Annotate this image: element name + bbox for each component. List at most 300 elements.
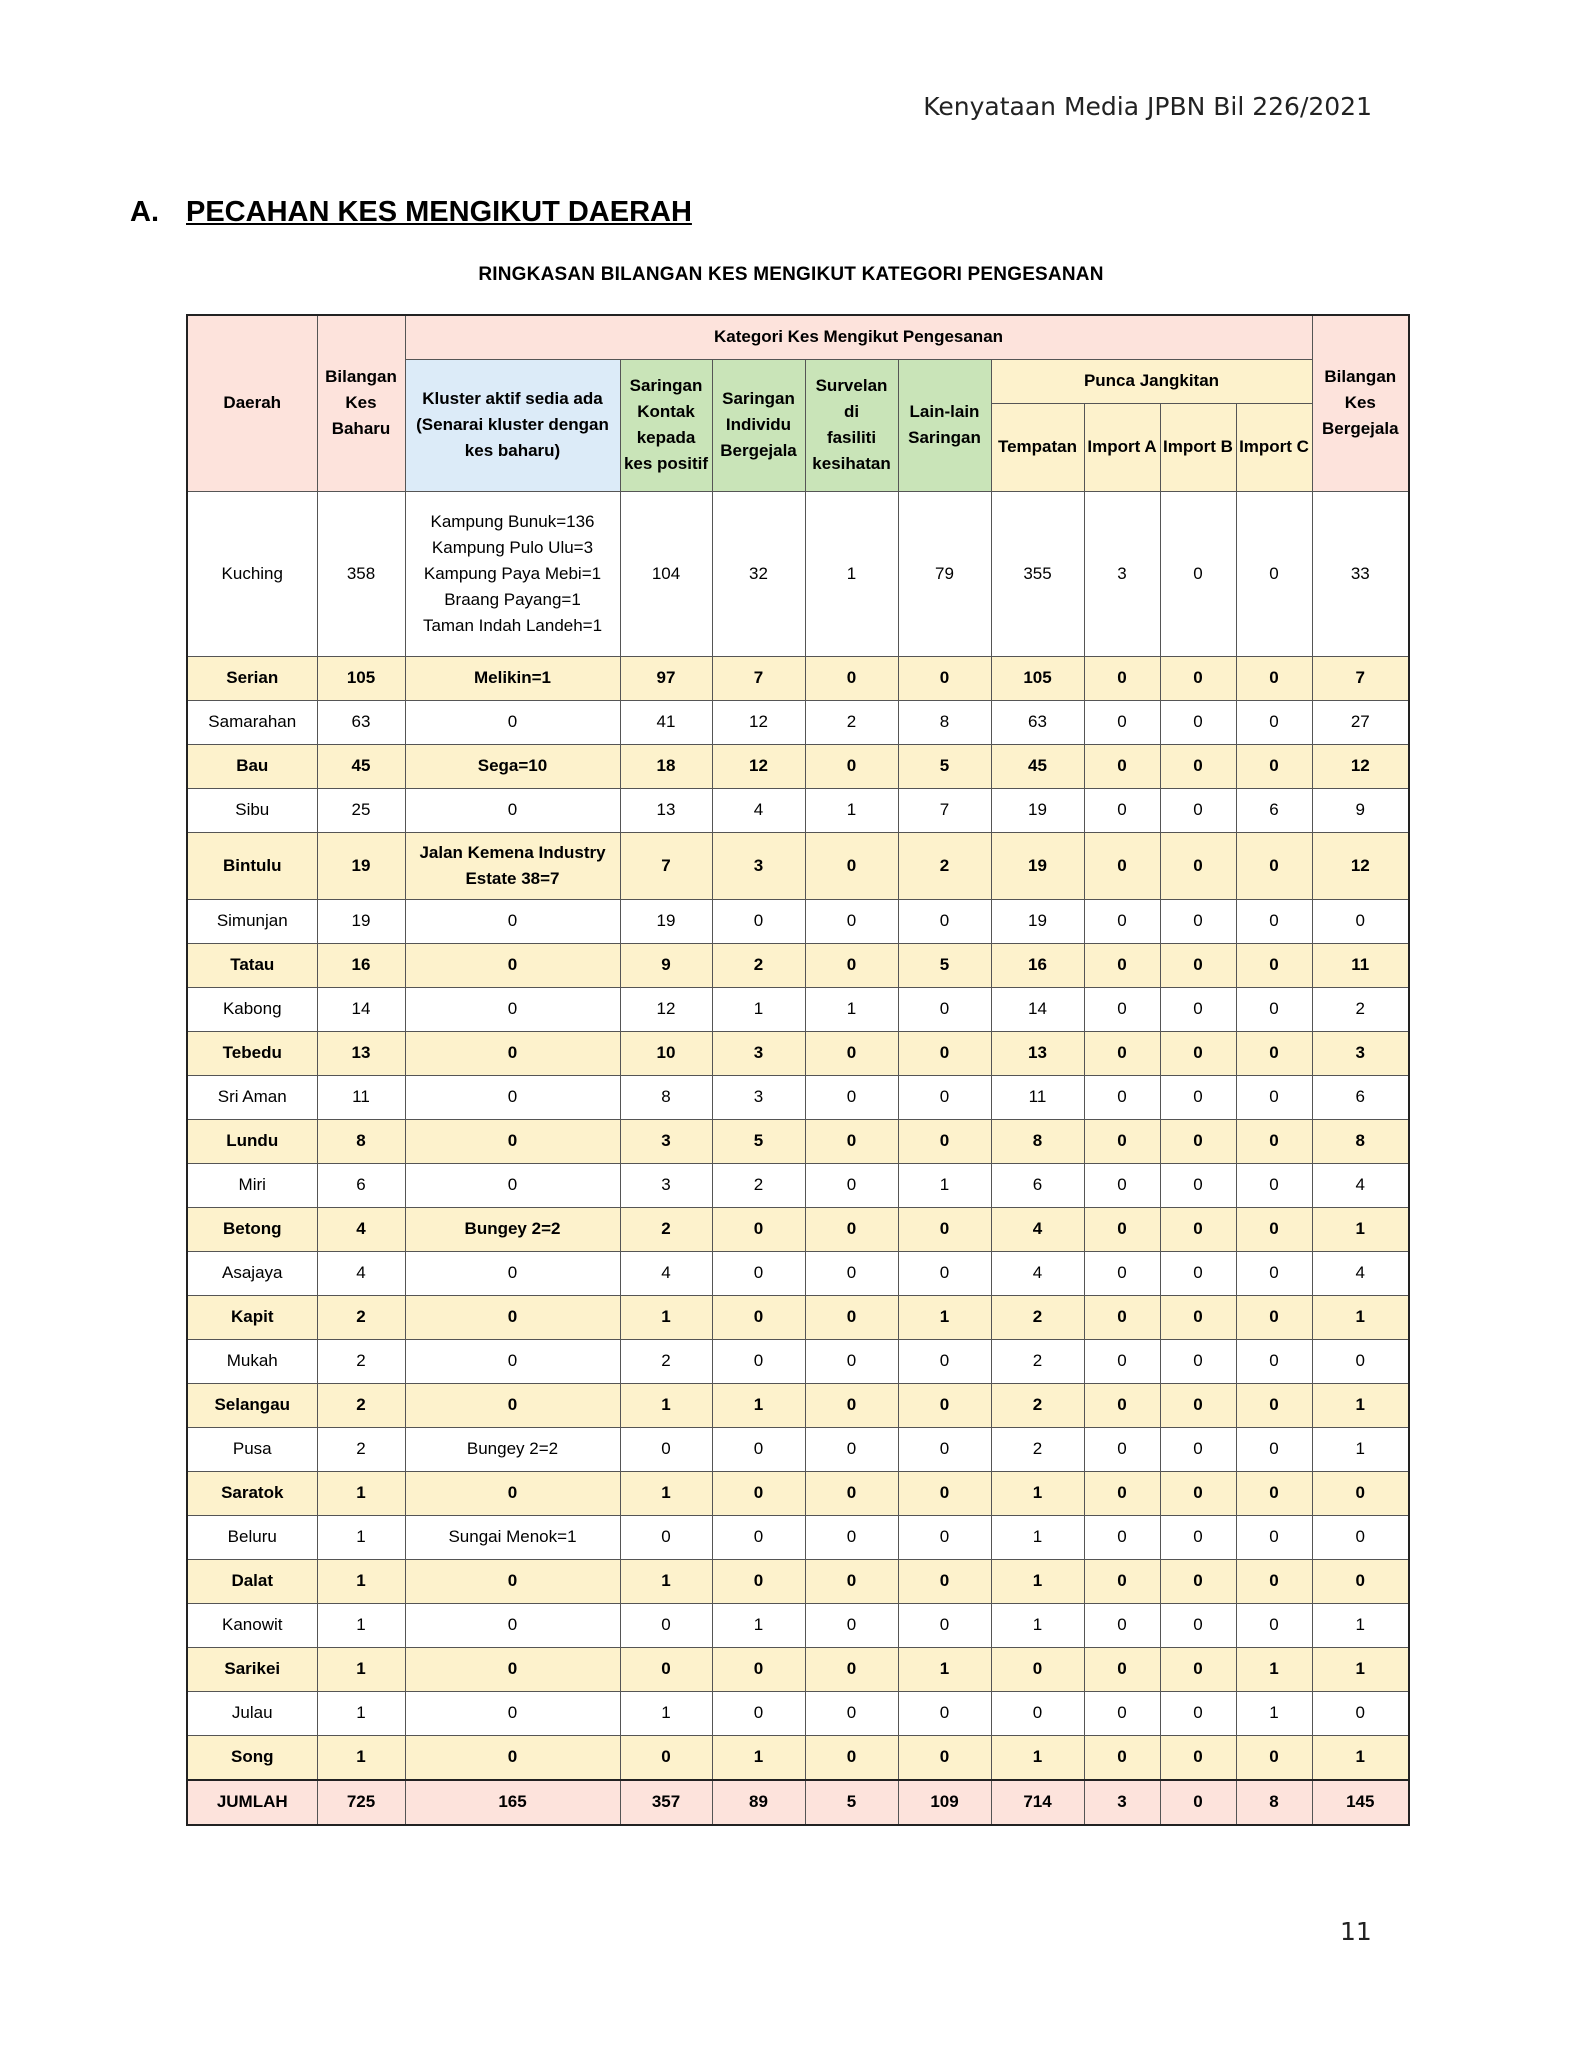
- cluster-cell: 0: [405, 1647, 620, 1691]
- cluster-cell: 0: [405, 700, 620, 744]
- table-cell: 1: [317, 1735, 405, 1780]
- table-cell: 0: [1160, 1031, 1236, 1075]
- table-row: [187, 1471, 1409, 1515]
- table-cell: 0: [1160, 491, 1236, 656]
- table-cell: 12: [1312, 744, 1409, 788]
- table-cell: 0: [805, 1207, 898, 1251]
- table-row: [187, 491, 1409, 656]
- table-cell: 1: [712, 1383, 805, 1427]
- table-cell: 0: [1160, 1251, 1236, 1295]
- table-cell: 2: [712, 943, 805, 987]
- cluster-cell: 0: [405, 1691, 620, 1735]
- table-cell: 0: [898, 1383, 991, 1427]
- header-daerah: Daerah: [187, 315, 317, 491]
- cluster-cell: 0: [405, 943, 620, 987]
- table-cell: 1: [991, 1735, 1084, 1780]
- table-cell: 0: [898, 1031, 991, 1075]
- table-cell: 0: [712, 1647, 805, 1691]
- district-name-cell: Julau: [187, 1691, 317, 1735]
- district-name-cell: Serian: [187, 656, 317, 700]
- table-cell: 0: [1160, 1075, 1236, 1119]
- table-cell: 0: [1084, 788, 1160, 832]
- table-cell: 19: [317, 832, 405, 899]
- table-cell: 0: [1084, 1251, 1160, 1295]
- district-name-cell: Song: [187, 1735, 317, 1780]
- table-cell: 0: [1236, 1339, 1312, 1383]
- table-title: RINGKASAN BILANGAN KES MENGIKUT KATEGORI PENGESANAN: [478, 264, 1104, 285]
- table-cell: 6: [991, 1163, 1084, 1207]
- table-cell: 0: [1160, 1603, 1236, 1647]
- table-cell: 63: [317, 700, 405, 744]
- district-name-cell: Asajaya: [187, 1251, 317, 1295]
- district-name-cell: Kapit: [187, 1295, 317, 1339]
- header-kluster: Kluster aktif sedia ada (Senarai kluster dengan kes baharu): [405, 359, 620, 491]
- table-cell: 355: [991, 491, 1084, 656]
- table-cell: 12: [620, 987, 712, 1031]
- cluster-cell: 0: [405, 1251, 620, 1295]
- district-name-cell: Sarikei: [187, 1647, 317, 1691]
- table-row: [187, 1383, 1409, 1427]
- district-name-cell: Lundu: [187, 1119, 317, 1163]
- table-cell: 1: [1312, 1427, 1409, 1471]
- total-cell: 109: [898, 1780, 991, 1825]
- table-cell: 9: [620, 943, 712, 987]
- table-cell: 0: [1236, 1119, 1312, 1163]
- table-row: [187, 1735, 1409, 1780]
- table-cell: 14: [317, 987, 405, 1031]
- table-cell: 0: [1236, 700, 1312, 744]
- cluster-cell: 0: [405, 1031, 620, 1075]
- table-cell: 0: [1084, 1383, 1160, 1427]
- total-row: [187, 1780, 1409, 1825]
- table-cell: 0: [1312, 1471, 1409, 1515]
- table-cell: 7: [1312, 656, 1409, 700]
- table-cell: 0: [805, 1119, 898, 1163]
- table-cell: 2: [712, 1163, 805, 1207]
- header-tempatan: Tempatan: [991, 403, 1084, 491]
- table-cell: 4: [317, 1251, 405, 1295]
- table-cell: 0: [898, 1075, 991, 1119]
- table-cell: 105: [991, 656, 1084, 700]
- cluster-cell: 0: [405, 1119, 620, 1163]
- table-cell: 5: [712, 1119, 805, 1163]
- table-cell: 13: [991, 1031, 1084, 1075]
- table-cell: 0: [1084, 899, 1160, 943]
- table-cell: 13: [317, 1031, 405, 1075]
- header-kategori-group: Kategori Kes Mengikut Pengesanan: [405, 315, 1312, 359]
- table-cell: 1: [620, 1691, 712, 1735]
- table-cell: 0: [805, 1383, 898, 1427]
- table-cell: 0: [1160, 1207, 1236, 1251]
- district-name-cell: Betong: [187, 1207, 317, 1251]
- table-cell: 0: [1236, 744, 1312, 788]
- table-cell: 0: [1236, 1603, 1312, 1647]
- table-cell: 0: [805, 1295, 898, 1339]
- table-cell: 0: [1084, 1075, 1160, 1119]
- table-cell: 0: [1236, 943, 1312, 987]
- table-cell: 12: [712, 700, 805, 744]
- table-cell: 0: [805, 1427, 898, 1471]
- table-cell: 0: [1160, 832, 1236, 899]
- table-cell: 0: [712, 899, 805, 943]
- table-cell: 0: [898, 1691, 991, 1735]
- cluster-cell: 0: [405, 1339, 620, 1383]
- header-saringan-individu: Saringan Individu Bergejala: [712, 359, 805, 491]
- table-cell: 0: [898, 656, 991, 700]
- table-cell: 0: [1160, 1163, 1236, 1207]
- table-cell: 0: [991, 1691, 1084, 1735]
- district-name-cell: Simunjan: [187, 899, 317, 943]
- table-cell: 14: [991, 987, 1084, 1031]
- table-cell: 0: [1160, 1691, 1236, 1735]
- total-label: JUMLAH: [187, 1780, 317, 1825]
- table-cell: 0: [1160, 1559, 1236, 1603]
- table-cell: 1: [805, 491, 898, 656]
- district-name-cell: Mukah: [187, 1339, 317, 1383]
- cluster-cell: Bungey 2=2: [405, 1427, 620, 1471]
- table-row: [187, 1339, 1409, 1383]
- table-row: [187, 1515, 1409, 1559]
- table-cell: 0: [620, 1427, 712, 1471]
- table-cell: 1: [898, 1647, 991, 1691]
- district-name-cell: Pusa: [187, 1427, 317, 1471]
- table-cell: 1: [1312, 1647, 1409, 1691]
- table-cell: 3: [1312, 1031, 1409, 1075]
- header-bilangan-kes-bergejala: Bilangan Kes Bergejala: [1312, 315, 1409, 491]
- table-cell: 97: [620, 656, 712, 700]
- district-name-cell: Bintulu: [187, 832, 317, 899]
- table-row: [187, 1207, 1409, 1251]
- table-cell: 11: [1312, 943, 1409, 987]
- table-cell: 0: [1160, 788, 1236, 832]
- cluster-cell: 0: [405, 1383, 620, 1427]
- table-cell: 0: [1160, 1427, 1236, 1471]
- table-row: [187, 943, 1409, 987]
- table-cell: 4: [317, 1207, 405, 1251]
- table-cell: 2: [620, 1339, 712, 1383]
- table-cell: 0: [1236, 1031, 1312, 1075]
- table-row: [187, 788, 1409, 832]
- table-cell: 25: [317, 788, 405, 832]
- table-cell: 0: [1160, 1735, 1236, 1780]
- table-cell: 0: [712, 1515, 805, 1559]
- table-cell: 0: [1084, 1515, 1160, 1559]
- table-cell: 0: [898, 1119, 991, 1163]
- table-cell: 3: [712, 1075, 805, 1119]
- table-cell: 0: [1084, 744, 1160, 788]
- cluster-cell: 0: [405, 1075, 620, 1119]
- table-cell: 3: [712, 1031, 805, 1075]
- table-cell: 7: [620, 832, 712, 899]
- table-cell: 0: [1160, 656, 1236, 700]
- table-cell: 1: [620, 1383, 712, 1427]
- cases-by-district-table: [186, 314, 1410, 1826]
- table-cell: 1: [620, 1295, 712, 1339]
- table-cell: 41: [620, 700, 712, 744]
- page-number: 11: [1340, 1917, 1372, 1946]
- table-cell: 0: [898, 1515, 991, 1559]
- table-cell: 1: [317, 1691, 405, 1735]
- table-cell: 1: [1312, 1295, 1409, 1339]
- cluster-cell: Sungai Menok=1: [405, 1515, 620, 1559]
- table-cell: 4: [991, 1251, 1084, 1295]
- table-cell: 0: [805, 1339, 898, 1383]
- table-cell: 4: [1312, 1251, 1409, 1295]
- total-cell: 725: [317, 1780, 405, 1825]
- table-cell: 19: [620, 899, 712, 943]
- table-cell: 0: [1160, 1383, 1236, 1427]
- cluster-cell: Jalan Kemena Industry Estate 38=7: [405, 832, 620, 899]
- table-row: [187, 899, 1409, 943]
- table-cell: 0: [805, 1559, 898, 1603]
- table-cell: 105: [317, 656, 405, 700]
- table-cell: 0: [898, 1603, 991, 1647]
- table-cell: 7: [712, 656, 805, 700]
- table-cell: 1: [805, 788, 898, 832]
- table-cell: 2: [991, 1339, 1084, 1383]
- table-cell: 0: [805, 899, 898, 943]
- table-cell: 1: [805, 987, 898, 1031]
- table-cell: 0: [1084, 1471, 1160, 1515]
- header-survelan: Survelan di fasiliti kesihatan: [805, 359, 898, 491]
- total-cell: 714: [991, 1780, 1084, 1825]
- cluster-cell: 0: [405, 987, 620, 1031]
- table-cell: 0: [1236, 1735, 1312, 1780]
- table-cell: 0: [1084, 1559, 1160, 1603]
- table-cell: 0: [898, 1471, 991, 1515]
- table-cell: 1: [1312, 1603, 1409, 1647]
- table-cell: 0: [898, 899, 991, 943]
- cluster-cell: 0: [405, 1735, 620, 1780]
- table-cell: 0: [805, 1647, 898, 1691]
- table-cell: 9: [1312, 788, 1409, 832]
- table-cell: 2: [991, 1427, 1084, 1471]
- table-cell: 0: [1084, 1339, 1160, 1383]
- table-cell: 2: [991, 1383, 1084, 1427]
- table-cell: 0: [805, 1735, 898, 1780]
- table-cell: 0: [805, 1691, 898, 1735]
- table-cell: 1: [620, 1471, 712, 1515]
- table-cell: 0: [805, 1075, 898, 1119]
- table-cell: 0: [1084, 1119, 1160, 1163]
- table-cell: 0: [1160, 987, 1236, 1031]
- table-cell: 4: [1312, 1163, 1409, 1207]
- table-cell: 0: [712, 1471, 805, 1515]
- table-cell: 2: [1312, 987, 1409, 1031]
- district-name-cell: Tatau: [187, 943, 317, 987]
- table-cell: 1: [1236, 1647, 1312, 1691]
- district-name-cell: Kanowit: [187, 1603, 317, 1647]
- table-cell: 0: [1084, 1735, 1160, 1780]
- table-cell: 1: [1312, 1735, 1409, 1780]
- total-cell: 3: [1084, 1780, 1160, 1825]
- district-name-cell: Bau: [187, 744, 317, 788]
- table-cell: 0: [1312, 1339, 1409, 1383]
- table-row: [187, 1163, 1409, 1207]
- header-import-a: Import A: [1084, 403, 1160, 491]
- table-row: [187, 987, 1409, 1031]
- table-cell: 0: [1236, 1427, 1312, 1471]
- table-cell: 0: [1084, 1647, 1160, 1691]
- table-cell: 0: [898, 987, 991, 1031]
- media-statement-reference: Kenyataan Media JPBN Bil 226/2021: [923, 92, 1372, 121]
- table-cell: 4: [620, 1251, 712, 1295]
- table-cell: 0: [1312, 1691, 1409, 1735]
- table-cell: 2: [805, 700, 898, 744]
- table-cell: 0: [1236, 1207, 1312, 1251]
- table-cell: 0: [1160, 1471, 1236, 1515]
- table-cell: 19: [317, 899, 405, 943]
- table-cell: 0: [898, 1559, 991, 1603]
- total-cell: 0: [1160, 1780, 1236, 1825]
- table-cell: 0: [1084, 1295, 1160, 1339]
- cluster-cell: Kampung Bunuk=136 Kampung Pulo Ulu=3 Kampung Paya Mebi=1 Braang Payang=1 Taman Indah Landeh=1: [405, 491, 620, 656]
- table-cell: 0: [1160, 744, 1236, 788]
- table-cell: 2: [898, 832, 991, 899]
- table-cell: 0: [1160, 1119, 1236, 1163]
- table-cell: 33: [1312, 491, 1409, 656]
- table-cell: 1: [317, 1603, 405, 1647]
- table-cell: 0: [1084, 1603, 1160, 1647]
- district-name-cell: Miri: [187, 1163, 317, 1207]
- table-cell: 0: [898, 1339, 991, 1383]
- table-cell: 45: [991, 744, 1084, 788]
- cluster-cell: 0: [405, 1603, 620, 1647]
- table-cell: 0: [1084, 700, 1160, 744]
- table-cell: 63: [991, 700, 1084, 744]
- table-cell: 1: [991, 1471, 1084, 1515]
- total-cell: 5: [805, 1780, 898, 1825]
- cluster-cell: Sega=10: [405, 744, 620, 788]
- table-cell: 0: [805, 1471, 898, 1515]
- table-cell: 0: [805, 656, 898, 700]
- table-cell: 1: [317, 1559, 405, 1603]
- table-cell: 0: [712, 1339, 805, 1383]
- table-cell: 0: [1084, 1031, 1160, 1075]
- table-cell: 2: [317, 1339, 405, 1383]
- table-cell: 19: [991, 832, 1084, 899]
- district-name-cell: Selangau: [187, 1383, 317, 1427]
- table-cell: 0: [1236, 899, 1312, 943]
- table-row: [187, 1119, 1409, 1163]
- table-cell: 0: [805, 832, 898, 899]
- table-row: [187, 1251, 1409, 1295]
- table-cell: 0: [1236, 1251, 1312, 1295]
- table-cell: 0: [1236, 1383, 1312, 1427]
- table-cell: 1: [620, 1559, 712, 1603]
- table-cell: 45: [317, 744, 405, 788]
- table-cell: 1: [712, 1735, 805, 1780]
- table-cell: 8: [620, 1075, 712, 1119]
- table-cell: 0: [898, 1735, 991, 1780]
- table-cell: 0: [1160, 1647, 1236, 1691]
- table-cell: 1: [712, 1603, 805, 1647]
- table-cell: 0: [1236, 1515, 1312, 1559]
- table-cell: 0: [1160, 1339, 1236, 1383]
- table-cell: 0: [898, 1427, 991, 1471]
- table-cell: 1: [898, 1295, 991, 1339]
- table-cell: 3: [712, 832, 805, 899]
- table-cell: 104: [620, 491, 712, 656]
- table-row: [187, 1647, 1409, 1691]
- table-cell: 0: [1236, 1559, 1312, 1603]
- table-cell: 2: [991, 1295, 1084, 1339]
- district-name-cell: Tebedu: [187, 1031, 317, 1075]
- table-cell: 4: [991, 1207, 1084, 1251]
- table-cell: 2: [317, 1295, 405, 1339]
- section-letter: A.: [130, 196, 159, 228]
- table-cell: 0: [1084, 987, 1160, 1031]
- table-row: [187, 1559, 1409, 1603]
- table-row: [187, 1031, 1409, 1075]
- table-cell: 16: [317, 943, 405, 987]
- table-cell: 12: [712, 744, 805, 788]
- district-name-cell: Beluru: [187, 1515, 317, 1559]
- cluster-cell: Bungey 2=2: [405, 1207, 620, 1251]
- table-cell: 0: [1160, 943, 1236, 987]
- district-name-cell: Samarahan: [187, 700, 317, 744]
- table-row: [187, 1691, 1409, 1735]
- table-cell: 10: [620, 1031, 712, 1075]
- table-row: [187, 1603, 1409, 1647]
- table-cell: 13: [620, 788, 712, 832]
- table-cell: 8: [317, 1119, 405, 1163]
- table-cell: 6: [1236, 788, 1312, 832]
- table-cell: 1: [317, 1515, 405, 1559]
- table-cell: 18: [620, 744, 712, 788]
- table-cell: 0: [805, 943, 898, 987]
- table-cell: 0: [1084, 832, 1160, 899]
- table-cell: 0: [620, 1735, 712, 1780]
- table-cell: 1: [991, 1603, 1084, 1647]
- cluster-cell: 0: [405, 1471, 620, 1515]
- table-cell: 11: [317, 1075, 405, 1119]
- table-cell: 0: [712, 1427, 805, 1471]
- total-cell: 357: [620, 1780, 712, 1825]
- table-cell: 0: [1236, 832, 1312, 899]
- table-cell: 5: [898, 943, 991, 987]
- table-cell: 1: [991, 1559, 1084, 1603]
- table-cell: 0: [805, 1515, 898, 1559]
- table-cell: 0: [1236, 987, 1312, 1031]
- table-cell: 0: [1084, 656, 1160, 700]
- table-cell: 0: [712, 1295, 805, 1339]
- total-cell: 145: [1312, 1780, 1409, 1825]
- table-cell: 0: [1084, 1691, 1160, 1735]
- table-row: [187, 744, 1409, 788]
- table-row: [187, 1295, 1409, 1339]
- table-cell: 0: [805, 744, 898, 788]
- table-row: [187, 832, 1409, 899]
- table-cell: 27: [1312, 700, 1409, 744]
- table-cell: 7: [898, 788, 991, 832]
- table-cell: 0: [1236, 1163, 1312, 1207]
- table-cell: 1: [317, 1647, 405, 1691]
- district-name-cell: Saratok: [187, 1471, 317, 1515]
- table-cell: 19: [991, 899, 1084, 943]
- district-name-cell: Kuching: [187, 491, 317, 656]
- table-cell: 1: [712, 987, 805, 1031]
- table-cell: 16: [991, 943, 1084, 987]
- section-heading: [130, 196, 692, 229]
- table-cell: 0: [1160, 1515, 1236, 1559]
- cluster-cell: 0: [405, 1559, 620, 1603]
- table-cell: 0: [620, 1515, 712, 1559]
- table-cell: 1: [1236, 1691, 1312, 1735]
- table-cell: 0: [1312, 899, 1409, 943]
- table-cell: 12: [1312, 832, 1409, 899]
- header-saringan-kontak: Saringan Kontak kepada kes positif: [620, 359, 712, 491]
